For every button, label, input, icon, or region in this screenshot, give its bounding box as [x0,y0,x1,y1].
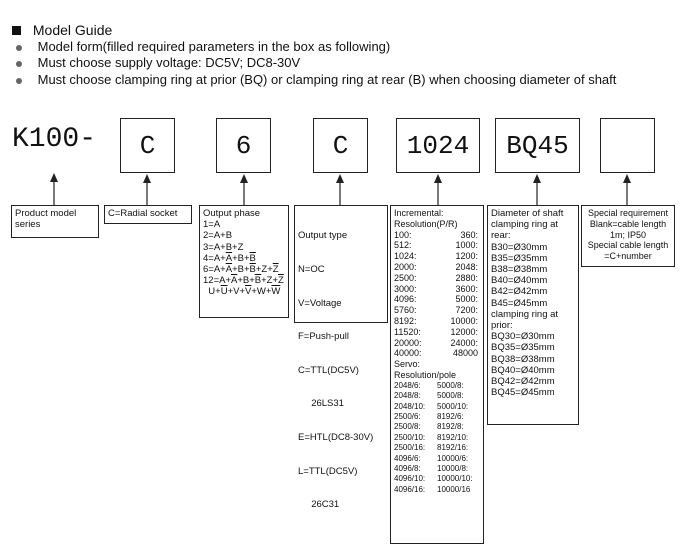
desc-line: $12=A+\overline{A}+B+\overline{B}+Z+\overline{Z}$ [203,275,284,287]
resolution-row [394,273,480,284]
resolution-title: Incremental: [394,208,444,218]
resolution-value: 7200: [455,305,478,316]
desc-shaft-diameter [487,205,579,425]
resolution-value: 2500/6: [394,411,421,421]
resolution-row [394,454,480,464]
bullet-text-3: Must choose clamping ring at prior (BQ) or clamping ring at rear (B) when choosing diameter of shaft [37,72,617,87]
desc-line: clamping ring at [491,219,559,231]
desc-line: rear: [491,230,511,242]
bullet-text-2: Must choose supply voltage: DC5V; DC8-30V [37,55,301,70]
resolution-value: 4096/6: [394,453,421,463]
resolution-value: 5760: [394,305,417,316]
resolution-row [394,381,480,391]
resolution-value: 10000/10: [437,474,473,484]
desc-line: C=TTL(DC5V) [298,364,359,376]
resolution-value: 1200: [455,251,478,262]
resolution-value: 2880: [455,272,478,283]
desc-line: clamping ring at [491,308,559,320]
resolution-value: 5000/8: [437,380,464,390]
resolution-row [394,485,480,495]
resolution-value: 8192: [394,315,417,326]
servo-title: Servo: [394,359,421,370]
resolution-value: 24000: [450,337,478,348]
desc-line: 3=A+B+Z [203,241,244,253]
code-box-socket: C [120,118,175,173]
desc-line: $U+\overline{U}+V+\overline{V}+W+\overline{W}$ [203,286,281,298]
resolution-value: 1024: [394,251,417,262]
code-box-type: C [313,118,368,173]
desc-resolution [390,205,484,544]
desc-line: $6=A+\overline{A}+B+\overline{B}+Z+\overline{Z}$ [203,264,279,276]
shaft-title: Diameter of shaft [491,208,564,219]
desc-line: prior: [491,320,513,332]
resolution-value: 10000/6: [437,453,469,463]
desc-line: BQ35=Ø35mm [491,342,555,354]
resolution-value: 5000/10: [437,401,469,411]
resolution-row [394,391,480,401]
resolution-value: 48000 [452,348,478,359]
resolution-value: 40000: [394,348,422,359]
phase-title: Output phase [203,208,261,219]
resolution-row [394,474,480,484]
type-title: Output type [298,230,348,242]
resolution-value: 1000: [455,240,478,251]
desc-line: F=Push-pull [298,331,349,343]
resolution-row [394,443,480,453]
resolution-value: 4096/16: [394,484,426,494]
desc-line: B38=Ø38mm [491,264,548,276]
desc-line: BQ30=Ø30mm [491,331,555,343]
resolution-row [394,412,480,422]
code-box-shaft: BQ45 [495,118,580,173]
model-guide-title: Model Guide [32,22,113,38]
desc-line: L=TTL(DC5V) [298,465,358,477]
resolution-value: 11520: [394,326,421,337]
resolution-value: 2048/10: [394,401,426,411]
desc-line: B35=Ø35mm [491,252,548,264]
resolution-value: 10000: [450,315,478,326]
resolution-row [394,338,480,349]
resolution-value: 512: [394,240,412,251]
resolution-value: 10000/8: [437,464,469,473]
resolution-value: 8192/8: [437,422,464,432]
resolution-value: 4096/10: [394,474,426,484]
model-prefix: K100- [12,124,97,155]
resolution-row [394,316,480,327]
resolution-value: 20000: [394,337,422,348]
desc-socket [104,205,192,224]
desc-line: =C+number [604,251,652,262]
resolution-value: 2500/10: [394,432,426,442]
desc-output-phase [199,205,289,318]
resolution-value: 2000: [394,261,417,272]
resolution-row [394,230,480,241]
resolution-value: 3600: [455,283,478,294]
desc-line: BQ40=Ø40mm [491,364,555,376]
resolution-row [394,464,480,474]
resolution-row [394,251,480,262]
resolution-value: 12000: [450,326,478,337]
desc-line: 1m; IP50 [609,229,647,240]
desc-line: B42=Ø42mm [491,286,548,298]
code-box-phase: 6 [216,118,271,173]
resolution-row [394,433,480,443]
resolution-value: 5000/8: [437,391,464,401]
resolution-row [394,422,480,432]
desc-line: 26C31 [298,499,340,511]
resolution-value: 360: [460,229,478,240]
resolution-value: 2048: [455,261,478,272]
resolution-row [394,294,480,305]
servo-subtitle: Resolution/pole [394,369,457,380]
desc-line: 26LS31 [298,398,344,410]
desc-line: BQ38=Ø38mm [491,353,555,365]
resolution-row [394,284,480,295]
desc-line: B30=Ø30mm [491,241,548,253]
resolution-value: 4096: [394,294,417,305]
desc-line: Blank=cable length [589,218,667,229]
desc-line: $4=A+\overline{A}+B+\overline{B}$ [203,252,256,264]
resolution-value: 2500/8: [394,422,421,432]
desc-product-model [11,205,99,238]
resolution-value: 3000: [394,283,417,294]
desc-line: series [15,219,41,231]
desc-line: 1=A [203,219,221,231]
resolution-row [394,327,480,338]
resolution-row [394,348,480,359]
desc-special-requirement [581,205,675,267]
resolution-value: 8192/16: [437,443,469,453]
desc-line: BQ45=Ø45mm [491,387,555,399]
resolution-row [394,262,480,273]
resolution-value: 2500/16: [394,443,426,453]
desc-line: BQ42=Ø42mm [491,376,555,388]
desc-line: B40=Ø40mm [491,275,548,287]
desc-output-type [294,205,388,511]
resolution-value: 2048/6: [394,380,421,390]
servo-list [394,381,480,495]
desc-line: E=HTL(DC8-30V) [298,432,374,444]
resolution-value: 2048/8: [394,391,421,401]
resolution-subtitle: Resolution(P/R) [394,218,458,229]
desc-line: Product model [15,208,77,219]
resolution-value: 5000: [455,294,478,305]
desc-line: C=Radial socket [108,208,178,219]
resolution-value: 2500: [394,272,417,283]
desc-line: V=Voltage [298,297,342,309]
code-box-resolution: 1024 [396,118,480,173]
resolution-value: 10000/16 [437,484,471,494]
resolution-value: 100: [394,229,412,240]
resolution-value: 4096/8: [394,464,421,473]
resolution-row [394,305,480,316]
resolution-value: 8192/6: [437,411,464,421]
resolution-list [394,230,480,360]
desc-line: B45=Ø45mm [491,297,548,309]
resolution-row [394,402,480,412]
desc-line: Special cable length [587,240,669,251]
desc-line: 2=A+B [203,230,233,242]
resolution-value: 8192/10: [437,432,469,442]
bullet-text-1: Model form(filled required parameters in the box as following) [37,39,391,54]
special-title: Special requirement [587,208,669,218]
resolution-row [394,240,480,251]
desc-line: N=OC [298,264,325,276]
